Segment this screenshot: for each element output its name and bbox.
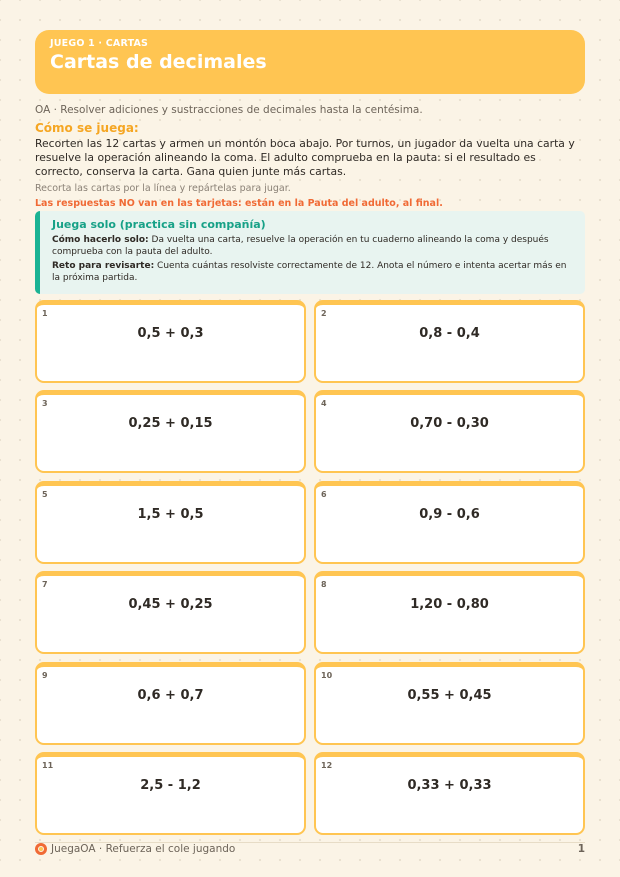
card-operation: 0,70 - 0,30 <box>410 416 489 431</box>
card-operation: 0,55 + 0,45 <box>407 688 492 703</box>
card-operation: 0,5 + 0,3 <box>137 326 204 341</box>
solo-how-text: Da vuelta una carta, resuelve la operación en tu cuaderno alineando la coma y después comprueba con la pauta del adulto. <box>52 235 549 257</box>
card-7 <box>35 571 306 654</box>
card-number: 5 <box>42 490 48 499</box>
card-operation: 1,20 - 0,80 <box>410 597 489 612</box>
card-operation: 2,5 - 1,2 <box>140 778 201 793</box>
card-operation: 1,5 + 0,5 <box>137 507 204 522</box>
brand-logo-icon <box>35 843 47 855</box>
card-number: 11 <box>42 761 54 770</box>
how-to-play-text: Recorten las 12 cartas y armen un montón boca abajo. Por turnos, un jugador da vuelta una carta y resuelve la operación alineando la coma. El adulto comprueba en la pauta: si el resultado es correcto, conserva la carta. Gana quien junte más cartas. <box>35 137 575 178</box>
page-header <box>35 30 585 94</box>
card-operation: 0,6 + 0,7 <box>137 688 204 703</box>
card-9 <box>35 662 306 745</box>
brand-tagline: JuegaOA · Refuerza el cole jugando <box>51 843 236 855</box>
card-number: 6 <box>321 490 327 499</box>
card-number: 8 <box>321 580 327 589</box>
card-1 <box>35 300 306 383</box>
card-number: 12 <box>321 761 333 770</box>
solo-play-title: Juega solo (practica sin compañía) <box>52 218 266 231</box>
card-3 <box>35 390 306 473</box>
solo-challenge-label: Reto para revisarte: <box>52 261 155 271</box>
card-operation: 0,25 + 0,15 <box>128 416 213 431</box>
instructions <box>35 104 585 209</box>
card-operation: 0,33 + 0,33 <box>407 778 492 793</box>
solo-play-box <box>35 211 585 294</box>
card-number: 3 <box>42 399 48 408</box>
card-5 <box>35 481 306 564</box>
card-12 <box>314 752 585 835</box>
page-footer <box>35 842 585 862</box>
card-11 <box>35 752 306 835</box>
card-number: 1 <box>42 309 48 318</box>
card-number: 10 <box>321 671 333 680</box>
solo-challenge-text: Cuenta cuántas resolviste correctamente de 12. Anota el número e intenta acertar más en la próxima partida. <box>52 261 567 283</box>
card-6 <box>314 481 585 564</box>
how-to-play-heading: Cómo se juega: <box>35 121 139 135</box>
answers-warning: Las respuestas NO van en las tarjetas: están en la Pauta del adulto, al final. <box>35 198 443 209</box>
solo-challenge-line <box>52 260 573 284</box>
card-10 <box>314 662 585 745</box>
card-operation: 0,45 + 0,25 <box>128 597 213 612</box>
card-2 <box>314 300 585 383</box>
game-label: JUEGO 1 · CARTAS <box>50 38 149 49</box>
card-number: 7 <box>42 580 48 589</box>
card-operation: 0,8 - 0,4 <box>419 326 480 341</box>
card-4 <box>314 390 585 473</box>
card-8 <box>314 571 585 654</box>
solo-how-line <box>52 234 573 258</box>
page-title: Cartas de decimales <box>50 51 267 73</box>
page-number: 1 <box>577 843 585 855</box>
card-number: 4 <box>321 399 327 408</box>
card-number: 2 <box>321 309 327 318</box>
solo-how-label: Cómo hacerlo solo: <box>52 235 149 245</box>
card-number: 9 <box>42 671 48 680</box>
card-operation: 0,9 - 0,6 <box>419 507 480 522</box>
learning-objective: OA · Resolver adiciones y sustracciones de decimales hasta la centésima. <box>35 104 423 116</box>
cut-note: Recorta las cartas por la línea y repártelas para jugar. <box>35 183 291 194</box>
